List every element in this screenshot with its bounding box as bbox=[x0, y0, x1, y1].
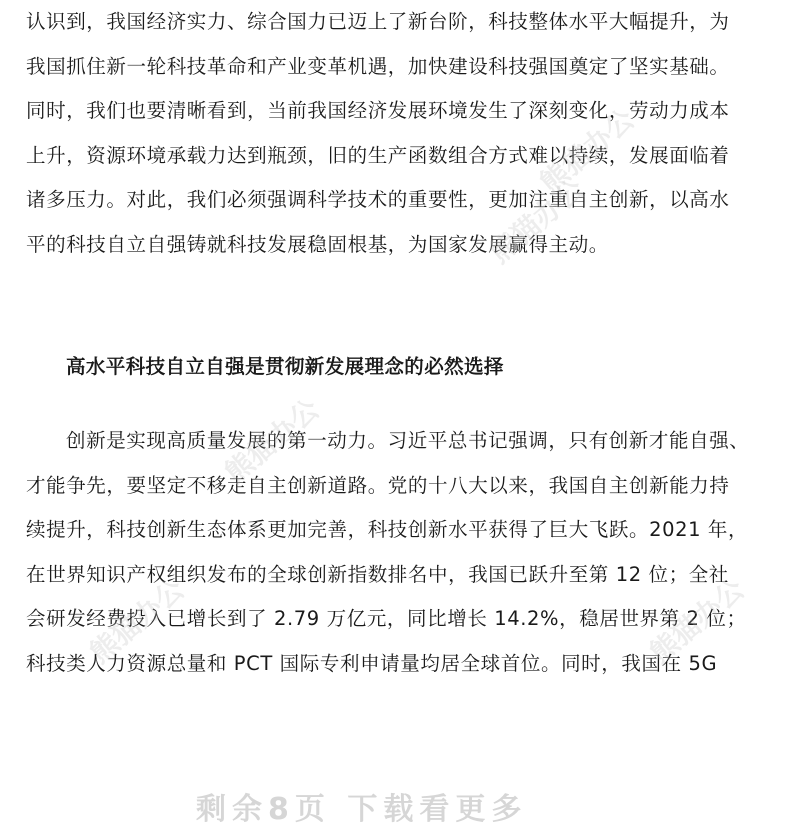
paragraph-line: 会研发经费投入已增长到了 2.79 万亿元，同比增长 14.2%，稳居世界第 2 位； bbox=[26, 607, 747, 630]
paragraph-line: 上升，资源环境承载力达到瓶颈，旧的生产函数组合方式难以持续，发展面临着 bbox=[26, 143, 730, 167]
watermark: 熊猫办公 bbox=[483, 172, 591, 270]
paragraph-line: 认识到，我国经济实力、综合国力已迈上了新台阶，科技整体水平大幅提升，为 bbox=[26, 10, 730, 33]
paragraph-line: 诸多压力。对此，我们必须强调科学技术的重要性，更加注重自主创新，以高水 bbox=[26, 188, 730, 211]
paragraph-line: 同时，我们也要清晰看到，当前我国经济发展环境发生了深刻变化，劳动力成本 bbox=[26, 99, 730, 122]
watermark: 熊猫办公 bbox=[643, 572, 751, 670]
watermark: 熊猫办公 bbox=[533, 102, 641, 200]
download-more-banner[interactable] bbox=[0, 778, 800, 827]
section-heading: 高水平科技自立自强是贯彻新发展理念的必然选择 bbox=[66, 355, 504, 378]
paragraph-2 bbox=[26, 419, 778, 686]
watermark: 熊猫办公 bbox=[218, 392, 326, 490]
download-more-text[interactable]: 剩余8页 下载看更多 bbox=[196, 792, 528, 827]
watermark: 熊猫办公 bbox=[83, 572, 191, 670]
paragraph-line: 平的科技自立自强铸就科技发展稳固根基，为国家发展赢得主动。 bbox=[26, 232, 609, 256]
paragraph-line: 科技类人力资源总量和 PCT 国际专利申请量均居全球首位。同时，我国在 5G bbox=[26, 651, 718, 675]
paragraph-line: 在世界知识产权组织发布的全球创新指数排名中，我国已跃升至第 12 位；全社 bbox=[26, 562, 729, 586]
paragraph-1 bbox=[26, 0, 778, 267]
paragraph-line: 才能争先，要坚定不移走自主创新道路。党的十八大以来，我国自主创新能力持 bbox=[26, 473, 730, 497]
paragraph-line: 创新是实现高质量发展的第一动力。习近平总书记强调，只有创新才能自强、 bbox=[66, 429, 750, 452]
paragraph-line: 我国抓住新一轮科技革命和产业变革机遇，加快建设科技强国奠定了坚实基础。 bbox=[26, 54, 730, 78]
paragraph-line: 续提升，科技创新生态体系更加完善，科技创新水平获得了巨大飞跃。2021 年， bbox=[26, 518, 749, 541]
